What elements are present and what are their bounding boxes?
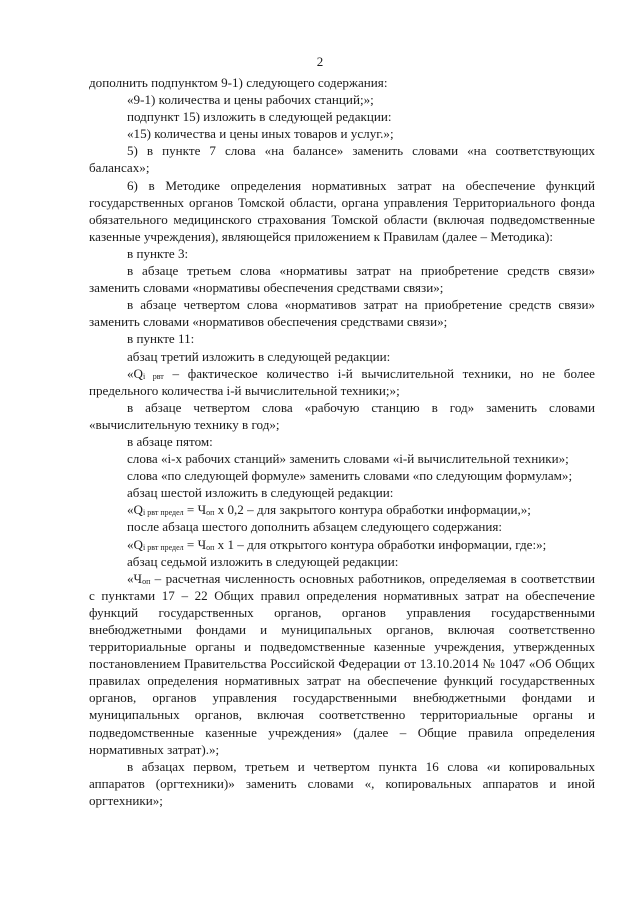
- paragraph: 6) в Методике определения нормативных затрат на обеспечение функций государственных органов Томской области, органа управления Территориального фонда обязательного медицинского страхования Томской области (включая подведомственные казенные учреждения), являющейся приложением к Правилам (далее – Методика):: [89, 177, 595, 244]
- paragraph: абзац третий изложить в следующей редакции:: [127, 348, 391, 364]
- paragraph: «$Ч_{оп}$ – расчетная численность основных работников, определяемая в соответствии с пунктами 17 – 22 Общих правил определения нормативных затрат на обеспечение функций государственных органов, органов управления государственными внебюджетными фондами и муниципальных органов, включая соответственно территориальные органы и подведомственные казенные учреждения, утвержденных постановлением Правительства Российской Федерации от 13.10.2014 № 1047 «Об Общих правилах определения нормативных затрат на обеспечение функций государственных органов, органов управления государственными внебюджетными фондами и муниципальных органов, включая соответственно территориальные органы и подведомственные казенные учреждения» (далее – Общие правила определения нормативных затрат).»;: [89, 570, 595, 757]
- page-number: 2: [316, 54, 324, 69]
- paragraph: «$Q_{i рвт предел} = Ч_{оп}$ x 0,2 – для закрытого контура обработки информации,»;: [127, 502, 531, 518]
- paragraph: в пункте 3:: [127, 245, 189, 261]
- paragraph: в абзаце пятом:: [127, 433, 213, 449]
- paragraph: слова «i-х рабочих станций» заменить словами «i-й вычислительной техники»;: [127, 451, 569, 467]
- paragraph: в пункте 11:: [127, 331, 195, 347]
- paragraph: подпункт 15) изложить в следующей редакции:: [127, 109, 392, 125]
- paragraph: в абзаце четвертом слова «рабочую станцию в год» заменить словами «вычислительную технику в год»;: [89, 399, 595, 432]
- paragraph: абзац седьмой изложить в следующей редакции:: [127, 553, 399, 569]
- paragraph: абзац шестой изложить в следующей редакции:: [127, 485, 394, 501]
- paragraph: «9-1) количества и цены рабочих станций;»;: [127, 92, 374, 108]
- paragraph: слова «по следующей формуле» заменить словами «по следующим формулам»;: [127, 468, 573, 484]
- paragraph: «15) количества и цены иных товаров и услуг.»;: [127, 126, 394, 142]
- document-body: [89, 74, 595, 809]
- paragraph: 5) в пункте 7 слова «на балансе» заменить словами «на соответствующих балансах»;: [89, 143, 595, 176]
- paragraph: в абзацах первом, третьем и четвертом пункта 16 слова «и копировальных аппаратов (оргтехники)» заменить словами «, копировальных аппаратов и иной оргтехники»;: [89, 758, 595, 808]
- paragraph: в абзаце третьем слова «нормативы затрат на приобретение средств связи» заменить словами «нормативы обеспечения средствами связи»;: [89, 263, 595, 296]
- paragraph: «$Q_{i рвт предел} = Ч_{оп}$ x 1 – для открытого контура обработки информации, где:»;: [127, 536, 547, 552]
- paragraph: «$Q_{i рвт}$ – фактическое количество i-й вычислительной техники, но не более предельного количества i-й вычислительной техники;»;: [89, 365, 595, 398]
- paragraph: в абзаце четвертом слова «нормативов затрат на приобретение средств связи» заменить словами «нормативов обеспечения средствами связи»;: [89, 297, 595, 330]
- paragraph: дополнить подпунктом 9-1) следующего содержания:: [89, 75, 388, 90]
- paragraph: после абзаца шестого дополнить абзацем следующего содержания:: [127, 519, 503, 535]
